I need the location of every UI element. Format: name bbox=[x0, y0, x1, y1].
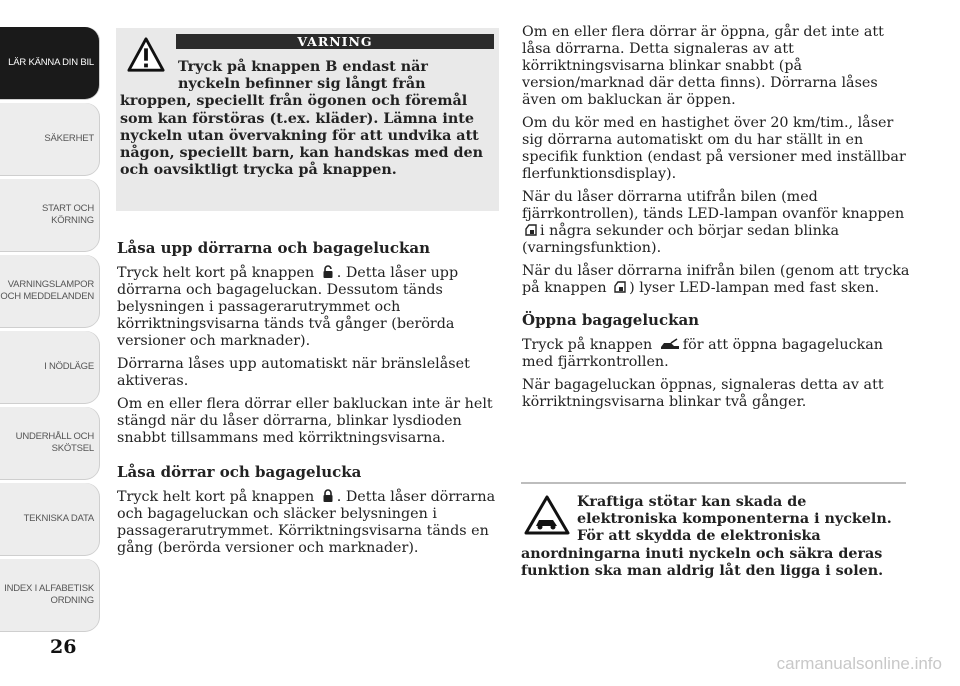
lock-icon bbox=[321, 489, 335, 503]
tab-label: INDEX I ALFABETISK ORDNING bbox=[4, 583, 94, 606]
door-lock-button-icon bbox=[613, 280, 627, 294]
trunk-open-icon bbox=[659, 337, 681, 351]
tab-label: I NÖDLÄGE bbox=[44, 361, 94, 372]
divider bbox=[521, 482, 906, 484]
warning-box bbox=[116, 28, 499, 211]
tab-sakerhet[interactable] bbox=[0, 103, 99, 175]
tab-label: LÄR KÄNNA DIN BIL bbox=[8, 57, 94, 68]
text-span: för att öppna bagageluckan med fjärrkontrollen. bbox=[522, 337, 883, 370]
text-span: ) lyser LED-lampan med fast sken. bbox=[629, 280, 880, 296]
warning-text-first: Tryck på knappen B endast när nyckeln befinner sig långt från bbox=[178, 59, 428, 93]
section-heading-unlock: Låsa upp dörrarna och bagageluckan bbox=[117, 239, 430, 257]
text-span: Tryck helt kort på knappen bbox=[117, 489, 315, 505]
tab-label: TEKNISKA DATA bbox=[23, 513, 94, 524]
tab-label: SÄKERHET bbox=[44, 133, 94, 144]
section-heading-open-trunk: Öppna bagageluckan bbox=[522, 311, 700, 329]
paragraph: Om en eller flera dörrar eller bakluckan inte är helt stängd när du låser dörrarna, blinkar lysdioden snabbt tillsammans med körriktningsvisarna. bbox=[117, 396, 493, 446]
page-number: 26 bbox=[50, 636, 77, 658]
caution-text-rest: anordningarna inuti nyckeln och säkra deras funktion ska man aldrig låt den ligga i solen. bbox=[521, 545, 884, 579]
tab-label: UNDERHÅLL OCH SKÖTSEL bbox=[15, 431, 94, 454]
left-column bbox=[117, 239, 499, 563]
door-lock-button-icon bbox=[524, 223, 538, 237]
paragraph: Dörrarna låses upp automatiskt när bränslelåset aktiveras. bbox=[117, 356, 470, 389]
tab-label: VARNINGSLAMPOR OCH MEDDELANDEN bbox=[0, 279, 94, 302]
paragraph: När bagageluckan öppnas, signaleras detta av att körriktningsvisarna blinkar två gånger. bbox=[522, 377, 884, 410]
text-span: När du låser dörrarna utifrån bilen (med fjärrkontrollen), tänds LED-lampan ovanför knappen bbox=[522, 189, 905, 222]
text-span: i några sekunder och börjar sedan blinka (varningsfunktion). bbox=[522, 223, 839, 256]
text-span: . Detta låser dörrarna och bagageluckan och släcker belysningen i passagerarutrymmet. Körriktningsvisarna tänds en gång (berörda versioner och marknader). bbox=[117, 489, 496, 556]
tab-varningslampor[interactable] bbox=[0, 255, 99, 327]
unlock-icon bbox=[321, 265, 335, 279]
right-column bbox=[522, 24, 912, 417]
warning-text-rest: kroppen, speciellt från ögonen och föremål som kan förstöras (t.ex. kläder). Lämna inte nyckeln utan övervakning för att undvika att någon, speciellt barn, kan handskas med den och oavsiktligt trycka på knappen. bbox=[120, 93, 484, 179]
watermark: carmanualsonline.info bbox=[776, 654, 942, 673]
chapter-sidebar bbox=[0, 0, 100, 640]
warning-header: VARNING bbox=[176, 34, 494, 49]
paragraph bbox=[522, 189, 912, 257]
tab-underhall-och-skotsel[interactable] bbox=[0, 407, 99, 479]
paragraph bbox=[522, 337, 912, 371]
warning-text bbox=[120, 59, 494, 179]
tab-start-och-korning[interactable] bbox=[0, 179, 99, 251]
text-span: . Detta låser upp dörrarna och bagageluckan. Dessutom tänds belysningen i passagerarutrymmet och körriktningsvisarna tänds två gånger (berörda versioner och marknader). bbox=[117, 265, 459, 349]
caution-text bbox=[521, 494, 906, 580]
caution-car-triangle-icon bbox=[524, 494, 570, 536]
paragraph bbox=[117, 265, 499, 350]
text-span: Tryck helt kort på knappen bbox=[117, 265, 315, 281]
caution-text-first: Kraftiga stötar kan skada de elektroniska komponenterna i nyckeln. För att skydda de elektroniska bbox=[577, 494, 892, 545]
paragraph bbox=[522, 263, 912, 297]
paragraph bbox=[117, 489, 499, 557]
paragraph: Om du kör med en hastighet över 20 km/tim., låser sig dörrarna automatiskt om du har ställt in en specifik funktion (endast på versioner med inställbar flerfunktionsdisplay). bbox=[522, 115, 906, 182]
text-span: När du låser dörrarna inifrån bilen (genom att trycka på knappen bbox=[522, 263, 910, 296]
tab-index[interactable] bbox=[0, 559, 99, 631]
paragraph: Om en eller flera dörrar är öppna, går det inte att låsa dörrarna. Detta signaleras av att körriktningsvisarna blinkar snabbt (på version/marknad där detta finns). Dörrarna låses även om bakluckan är öppen. bbox=[522, 24, 884, 108]
tab-tekniska-data[interactable] bbox=[0, 483, 99, 555]
caution-note bbox=[521, 482, 906, 580]
text-span: Tryck på knappen bbox=[522, 337, 653, 353]
tab-i-nodlage[interactable] bbox=[0, 331, 99, 403]
section-heading-lock: Låsa dörrar och bagagelucka bbox=[117, 463, 362, 481]
tab-lar-kanna-din-bil[interactable] bbox=[0, 27, 99, 99]
tab-label: START OCH KÖRNING bbox=[41, 203, 94, 226]
